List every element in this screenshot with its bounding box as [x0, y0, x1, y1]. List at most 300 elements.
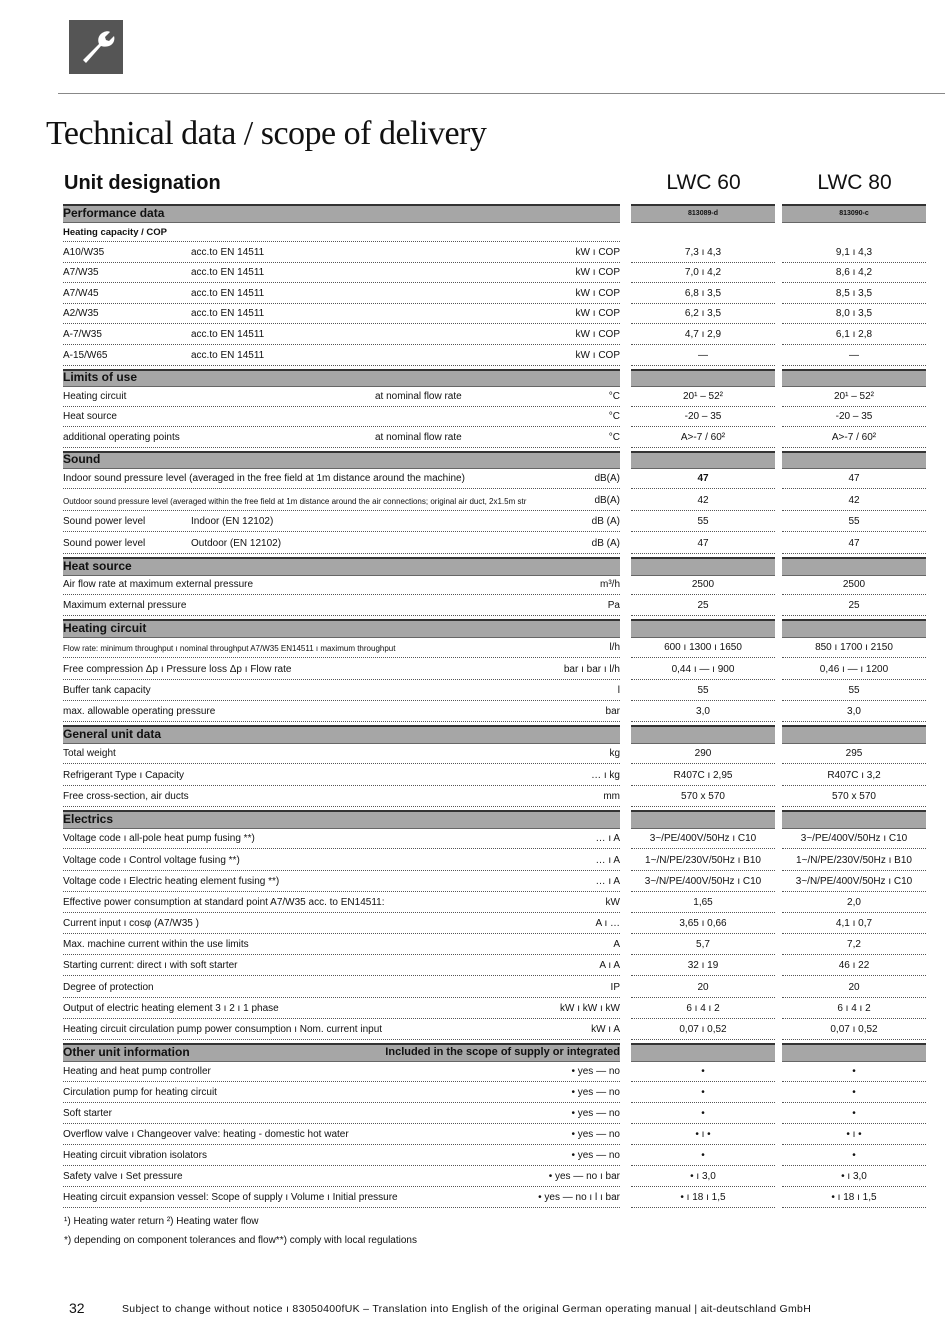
section-title: Heating circuit: [63, 621, 147, 635]
table-row: [60, 577, 928, 597]
lwc80-value: 20¹ – 52²: [833, 391, 875, 402]
table-row: [60, 915, 928, 936]
section-title: General unit data: [63, 727, 162, 741]
model-lwc80-heading: LWC 80: [817, 171, 892, 194]
lwc80-value-cell: [782, 810, 926, 829]
lwc80-value-cell: [782, 597, 926, 616]
section-header-row: [60, 556, 928, 577]
lwc60-value: 2500: [691, 579, 715, 590]
lwc80-value-cell: [782, 936, 926, 955]
lwc60-value-cell: [631, 1147, 775, 1166]
lwc80-value: 6,1 ı 2,8: [835, 329, 873, 340]
lwc60-value-cell: [631, 788, 775, 807]
table-row: [60, 1189, 928, 1210]
lwc80-value: —: [849, 350, 859, 361]
row-note: acc.to EN 14511: [191, 267, 265, 278]
table-row: [60, 873, 928, 894]
lwc60-value: • ı •: [695, 1129, 711, 1140]
row-note: acc.to EN 14511: [191, 350, 265, 361]
lwc80-value-cell: [782, 244, 926, 263]
lwc60-value-cell: [631, 577, 775, 595]
section-note: Included in the scope of supply or integrated: [385, 1046, 620, 1058]
section-header-row: [60, 368, 928, 388]
table-row: [60, 534, 928, 556]
row-note: acc.to EN 14511: [191, 308, 265, 319]
lwc80-value: 55: [848, 685, 860, 696]
row-unit: … ı kg: [591, 770, 620, 781]
section-title: Performance data: [63, 206, 165, 220]
lwc80-value: 0,07 ı 0,52: [830, 1024, 878, 1035]
header-divider: [58, 93, 945, 94]
lwc60-value-cell: [631, 597, 775, 616]
lwc60-value-cell: [631, 873, 775, 892]
footer-notice: Subject to change without notice ı 83050400fUK – Translation into English of the original German operating manual | ait-deutschland GmbH: [122, 1303, 812, 1315]
lwc80-value-cell: [782, 369, 926, 387]
table-row: [60, 766, 928, 788]
lwc80-value: 9,1 ı 4,3: [835, 247, 873, 258]
lwc80-value-cell: [782, 660, 926, 680]
lwc60-value-cell: [631, 660, 775, 680]
section-title: Sound: [63, 452, 101, 466]
lwc80-value: -20 – 35: [835, 411, 873, 422]
row-label-cell: [63, 1063, 620, 1082]
lwc60-value: 4,7 ı 2,9: [684, 329, 722, 340]
lwc80-value: •: [852, 1066, 856, 1077]
row-label-cell: [63, 224, 620, 242]
row-label: Soft starter: [63, 1108, 112, 1119]
lwc60-value: 0,07 ı 0,52: [679, 1024, 727, 1035]
row-label: Sound power level: [63, 538, 146, 549]
table-row: [60, 660, 928, 682]
row-label-cell: [63, 1189, 620, 1208]
row-label: Heating circuit expansion vessel: Scope of supply ı Volume ı Initial pressure: [63, 1192, 398, 1203]
row-label-cell: [63, 745, 620, 764]
row-unit: l: [617, 685, 620, 696]
row-label: Outdoor sound pressure level (averaged within the free field at 1m distance around the air connections; original air duct, 2x1.5m str: [63, 497, 527, 506]
table-row: [60, 894, 928, 915]
table-row: [60, 703, 928, 724]
lwc80-value-cell: [782, 1063, 926, 1082]
row-label-cell: [63, 326, 620, 345]
section-header-row: [60, 1042, 928, 1063]
lwc80-value: 47: [848, 473, 860, 484]
row-note: Indoor (EN 12102): [191, 516, 274, 527]
row-unit: • yes — no: [571, 1129, 620, 1140]
lwc60-value: 55: [697, 685, 709, 696]
lwc80-value: 3~/N/PE/400V/50Hz ı C10: [795, 876, 913, 887]
row-unit: • yes — no: [571, 1108, 620, 1119]
row-label: Heating and heat pump controller: [63, 1066, 211, 1077]
table-row: [60, 851, 928, 873]
row-label: A7/W45: [63, 288, 99, 299]
lwc80-value: • ı 3,0: [841, 1171, 867, 1182]
lwc80-value-cell: [782, 285, 926, 304]
lwc60-value-cell: [631, 915, 775, 934]
row-label-cell: [63, 1105, 620, 1124]
lwc80-value-cell: [782, 470, 926, 489]
section-title: Other unit information: [63, 1045, 190, 1059]
lwc80-value-cell: [782, 745, 926, 764]
lwc80-value: 813090-c: [839, 210, 869, 217]
row-unit: … ı A: [595, 855, 620, 866]
lwc60-value-cell: [631, 1189, 775, 1208]
lwc80-value: 4,1 ı 0,7: [835, 918, 873, 929]
lwc80-value-cell: [782, 1021, 926, 1040]
model-lwc60-heading: LWC 60: [666, 171, 741, 194]
lwc60-value: A>-7 / 60²: [680, 432, 726, 443]
lwc60-value-cell: [631, 306, 775, 324]
lwc60-value: 25: [697, 600, 709, 611]
row-label-cell: [63, 369, 620, 387]
lwc60-value: •: [701, 1108, 705, 1119]
row-label: A7/W35: [63, 267, 99, 278]
row-unit: kW ı kW ı kW: [560, 1003, 620, 1014]
lwc80-value: 295: [845, 748, 863, 759]
lwc60-value-cell: [631, 429, 775, 448]
table-row: [60, 788, 928, 809]
row-label: Effective power consumption at standard point A7/W35 acc. to EN14511:: [63, 897, 385, 908]
row-label-cell: [63, 873, 620, 892]
table-row: [60, 470, 928, 491]
row-label-cell: [63, 557, 620, 576]
row-label: Heating capacity / COP: [63, 226, 168, 238]
lwc60-value-cell: [631, 619, 775, 638]
row-label-cell: [63, 915, 620, 934]
wrench-icon: [69, 20, 123, 74]
page-title: Technical data / scope of delivery: [46, 115, 487, 152]
lwc80-value-cell: [782, 851, 926, 871]
row-label-cell: [63, 1043, 620, 1062]
row-label-cell: [63, 451, 620, 469]
lwc60-value: 6,2 ı 3,5: [684, 308, 722, 319]
row-unit: °C: [608, 432, 620, 443]
row-unit: kW: [605, 897, 620, 908]
row-condition: at nominal flow rate: [375, 432, 462, 443]
row-condition: at nominal flow rate: [375, 391, 462, 402]
row-label: Buffer tank capacity: [63, 685, 151, 696]
lwc80-value-cell: [782, 265, 926, 283]
footnote-temperatures: ¹) Heating water return ²) Heating water flow: [64, 1216, 259, 1227]
row-unit: mm: [603, 791, 620, 802]
row-label: Free cross-section, air ducts: [63, 791, 189, 802]
section-title: Heat source: [63, 559, 132, 573]
lwc60-value-cell: [631, 936, 775, 955]
lwc80-value-cell: [782, 1105, 926, 1124]
table-row: [60, 224, 928, 244]
section-title: Electrics: [63, 812, 114, 826]
row-unit: bar: [605, 706, 620, 717]
row-label-cell: [63, 1168, 620, 1187]
lwc60-value: 47: [697, 538, 709, 549]
row-label: Sound power level: [63, 516, 146, 527]
row-unit: °C: [608, 391, 620, 402]
row-label-cell: [63, 577, 620, 595]
row-label: Output of electric heating element 3 ı 2 ı 1 phase: [63, 1003, 279, 1014]
row-label: Heating circuit vibration isolators: [63, 1150, 207, 1161]
table-row: [60, 1021, 928, 1042]
lwc60-value-cell: [631, 409, 775, 427]
lwc80-value-cell: [782, 894, 926, 913]
row-unit: kW ı COP: [575, 329, 620, 340]
lwc60-value-cell: [631, 470, 775, 489]
lwc80-value: 6 ı 4 ı 2: [837, 1003, 871, 1014]
lwc80-value-cell: [782, 957, 926, 976]
table-row: [60, 978, 928, 1000]
lwc80-value: R407C ı 3,2: [827, 770, 881, 781]
row-label-cell: [63, 470, 620, 489]
lwc60-value-cell: [631, 725, 775, 744]
row-label-cell: [63, 619, 620, 638]
row-label-cell: [63, 1021, 620, 1040]
lwc60-value: 32 ı 19: [687, 960, 719, 971]
lwc80-value: 42: [848, 495, 860, 506]
table-row: [60, 306, 928, 326]
lwc80-value: 7,2: [847, 939, 861, 950]
row-label-cell: [63, 978, 620, 998]
lwc60-value: 55: [697, 516, 709, 527]
lwc80-value: • ı •: [846, 1129, 862, 1140]
table-row: [60, 347, 928, 368]
section-header-row: [60, 809, 928, 830]
lwc80-value-cell: [782, 1043, 926, 1062]
row-unit: • yes — no ı l ı bar: [538, 1192, 620, 1203]
row-label: Refrigerant Type ı Capacity: [63, 770, 184, 781]
lwc60-value: 3~/N/PE/400V/50Hz ı C10: [644, 876, 762, 887]
row-unit: A ı A: [599, 960, 620, 971]
row-unit: kW ı COP: [575, 350, 620, 361]
lwc60-value-cell: [631, 1126, 775, 1145]
table-row: [60, 429, 928, 450]
lwc60-value-cell: [631, 745, 775, 764]
lwc60-value-cell: [631, 851, 775, 871]
lwc60-value: 6 ı 4 ı 2: [686, 1003, 720, 1014]
row-label: Degree of protection: [63, 982, 154, 993]
lwc60-value-cell: [631, 244, 775, 263]
lwc60-value-cell: [631, 557, 775, 576]
row-label-cell: [63, 491, 620, 511]
lwc80-value: 3~/PE/400V/50Hz ı C10: [800, 833, 908, 844]
lwc80-value-cell: [782, 639, 926, 658]
row-label: Voltage code ı Control voltage fusing **): [63, 855, 240, 866]
lwc60-value-cell: [631, 1105, 775, 1124]
lwc80-value-cell: [782, 703, 926, 722]
lwc60-value-cell: [631, 1000, 775, 1019]
row-unit: kW ı COP: [575, 247, 620, 258]
lwc80-value-cell: [782, 388, 926, 407]
lwc60-value: 6,8 ı 3,5: [684, 288, 722, 299]
table-row: [60, 326, 928, 347]
lwc60-value-cell: [631, 265, 775, 283]
lwc60-value: 290: [694, 748, 712, 759]
lwc80-value-cell: [782, 451, 926, 469]
table-row: [60, 682, 928, 703]
row-unit: • yes — no: [571, 1066, 620, 1077]
table-row: [60, 957, 928, 978]
row-note: acc.to EN 14511: [191, 288, 265, 299]
table-row: [60, 409, 928, 429]
row-unit: m³/h: [600, 579, 620, 590]
table-row: [60, 1147, 928, 1168]
row-label-cell: [63, 265, 620, 283]
lwc60-value: 42: [697, 495, 709, 506]
lwc60-value-cell: [631, 810, 775, 829]
row-unit: Pa: [607, 600, 620, 611]
lwc60-value-cell: [631, 894, 775, 913]
lwc80-value: 8,5 ı 3,5: [835, 288, 873, 299]
row-unit: • yes — no: [571, 1087, 620, 1098]
row-label-cell: [63, 682, 620, 701]
lwc60-value-cell: [631, 204, 775, 223]
table-row: [60, 745, 928, 766]
lwc60-value-cell: [631, 978, 775, 998]
lwc60-value-cell: [631, 388, 775, 407]
lwc80-value-cell: [782, 326, 926, 345]
lwc80-value-cell: [782, 347, 926, 366]
row-note: acc.to EN 14511: [191, 247, 265, 258]
lwc60-value: 7,0 ı 4,2: [684, 267, 722, 278]
row-label: Heating circuit circulation pump power consumption ı Nom. current input: [63, 1024, 383, 1035]
table-row: [60, 513, 928, 534]
row-unit: l/h: [609, 642, 620, 653]
lwc80-value-cell: [782, 1147, 926, 1166]
row-label: additional operating points: [63, 432, 180, 443]
lwc80-value: A>-7 / 60²: [831, 432, 877, 443]
row-label: max. allowable operating pressure: [63, 706, 216, 717]
row-unit: dB(A): [594, 473, 620, 484]
row-unit: dB (A): [591, 538, 620, 549]
row-label: A-15/W65: [63, 350, 108, 361]
row-unit: kW ı A: [591, 1024, 620, 1035]
row-label: Starting current: direct ı with soft starter: [63, 960, 238, 971]
lwc80-value-cell: [782, 409, 926, 427]
lwc80-value-cell: [782, 619, 926, 638]
lwc60-value-cell: [631, 285, 775, 304]
row-unit: • yes — no: [571, 1150, 620, 1161]
lwc80-value-cell: [782, 1126, 926, 1145]
row-label: Free compression Δp ı Pressure loss Δp ı Flow rate: [63, 664, 292, 675]
lwc60-value-cell: [631, 639, 775, 658]
row-unit: dB (A): [591, 516, 620, 527]
lwc80-value-cell: [782, 1168, 926, 1187]
row-label-cell: [63, 534, 620, 554]
row-label: A10/W35: [63, 247, 105, 258]
lwc60-value-cell: [631, 1021, 775, 1040]
row-label-cell: [63, 957, 620, 976]
row-unit: kW ı COP: [575, 288, 620, 299]
row-label-cell: [63, 1126, 620, 1145]
lwc60-value: R407C ı 2,95: [673, 770, 733, 781]
row-label-cell: [63, 347, 620, 366]
section-header-row: [60, 203, 928, 224]
row-label: Voltage code ı Electric heating element fusing **): [63, 876, 280, 887]
row-label-cell: [63, 285, 620, 304]
lwc80-value-cell: [782, 873, 926, 892]
lwc60-value: -20 – 35: [684, 411, 722, 422]
row-unit: kg: [609, 748, 620, 759]
row-unit: A: [613, 939, 620, 950]
lwc60-value-cell: [631, 1063, 775, 1082]
row-label-cell: [63, 1000, 620, 1019]
table-row: [60, 1000, 928, 1021]
lwc60-value-cell: [631, 451, 775, 469]
row-label-cell: [63, 597, 620, 616]
lwc60-value-cell: [631, 830, 775, 849]
lwc80-value: 850 ı 1700 ı 2150: [815, 642, 893, 653]
lwc80-value-cell: [782, 513, 926, 532]
lwc60-value: 20¹ – 52²: [682, 391, 724, 402]
lwc60-value: 20: [697, 982, 709, 993]
unit-designation-label: Unit designation: [64, 172, 221, 194]
row-label-cell: [63, 660, 620, 680]
lwc80-value-cell: [782, 1000, 926, 1019]
row-label-cell: [63, 639, 620, 658]
row-unit: °C: [608, 411, 620, 422]
lwc80-value: 0,46 ı — ı 1200: [819, 664, 889, 675]
row-label-cell: [63, 388, 620, 407]
lwc60-value: 600 ı 1300 ı 1650: [664, 642, 742, 653]
lwc80-value: 3,0: [847, 706, 861, 717]
lwc60-value: 3,65 ı 0,66: [679, 918, 727, 929]
lwc60-value-cell: [631, 326, 775, 345]
row-label-cell: [63, 936, 620, 955]
lwc60-value: •: [701, 1087, 705, 1098]
lwc60-value-cell: [631, 1168, 775, 1187]
lwc60-value-cell: [631, 957, 775, 976]
table-row: [60, 830, 928, 851]
lwc60-value-cell: [631, 766, 775, 786]
section-title: Limits of use: [63, 370, 138, 384]
table-row: [60, 491, 928, 513]
lwc80-value: 25: [848, 600, 860, 611]
lwc80-value-cell: [782, 491, 926, 511]
row-unit: … ı A: [595, 833, 620, 844]
table-row: [60, 265, 928, 285]
lwc80-value-cell: [782, 204, 926, 223]
table-row: [60, 1168, 928, 1189]
row-label-cell: [63, 306, 620, 324]
lwc60-value: • ı 18 ı 1,5: [680, 1192, 726, 1203]
row-label: Heat source: [63, 411, 117, 422]
lwc80-value-cell: [782, 915, 926, 934]
lwc60-value: 3~/PE/400V/50Hz ı C10: [649, 833, 757, 844]
row-label-cell: [63, 1147, 620, 1166]
lwc80-value-cell: [782, 766, 926, 786]
lwc60-value: 570 x 570: [681, 791, 725, 802]
lwc60-value: 0,44 ı — ı 900: [671, 664, 735, 675]
lwc80-value: 1~/N/PE/230V/50Hz ı B10: [796, 855, 912, 866]
lwc80-value-cell: [782, 830, 926, 849]
row-label-cell: [63, 409, 620, 427]
row-label: Heating circuit: [63, 391, 127, 402]
lwc80-value: 20: [848, 982, 860, 993]
table-row: [60, 285, 928, 306]
lwc60-value: 1~/N/PE/230V/50Hz ı B10: [645, 855, 761, 866]
table-row: [60, 1105, 928, 1126]
table-row: [60, 639, 928, 660]
row-label: Flow rate: minimum throughput ı nominal throughput A7/W35 EN14511 ı maximum throughput: [63, 644, 396, 653]
lwc60-value: • ı 3,0: [690, 1171, 716, 1182]
lwc60-value-cell: [631, 369, 775, 387]
lwc60-value-cell: [631, 347, 775, 366]
row-label: Current input ı cosφ (A7/W35 ): [63, 918, 199, 929]
row-unit: … ı A: [595, 876, 620, 887]
lwc60-value-cell: [631, 703, 775, 722]
row-note: Outdoor (EN 12102): [191, 538, 282, 549]
lwc80-value-cell: [782, 978, 926, 998]
row-label: Circulation pump for heating circuit: [63, 1087, 217, 1098]
row-label-cell: [63, 766, 620, 786]
row-label-cell: [63, 703, 620, 722]
